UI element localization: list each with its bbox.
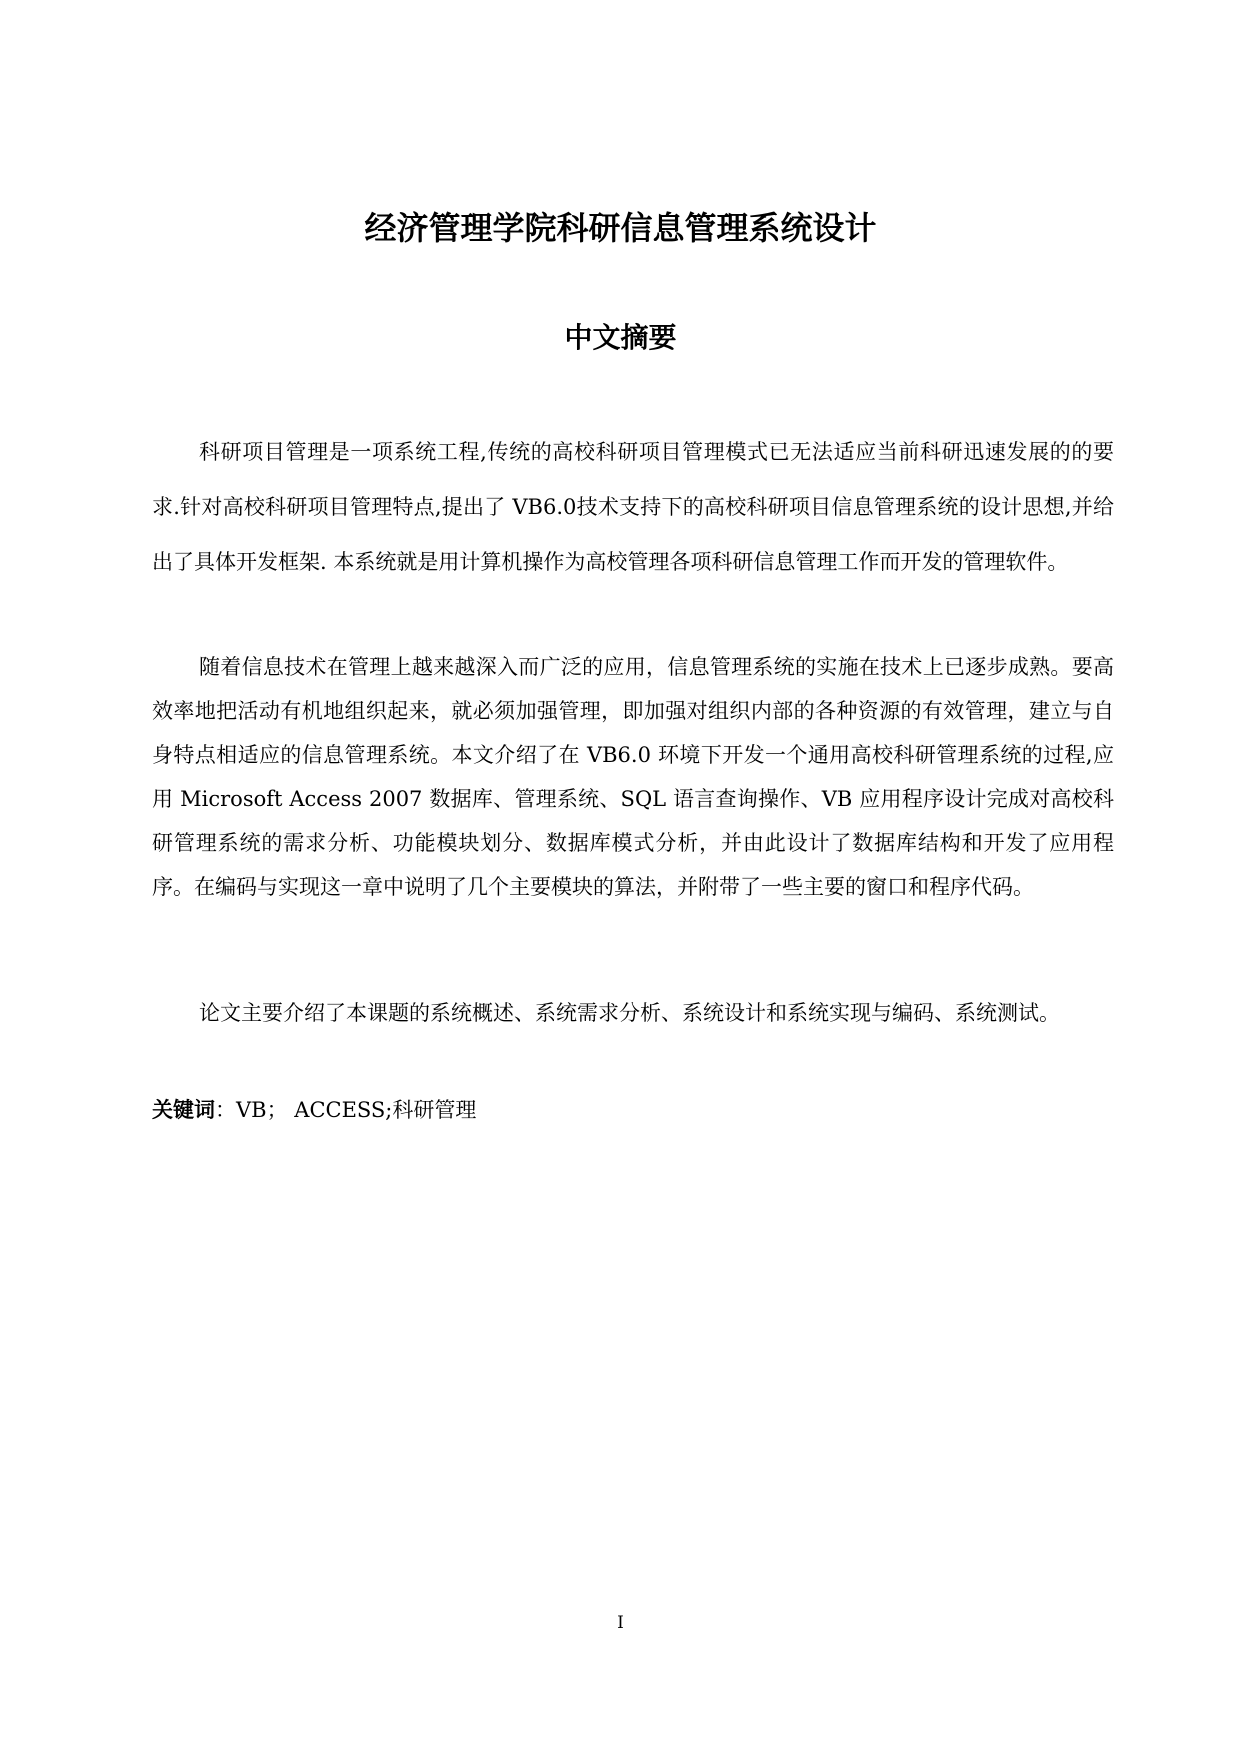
page-number: I: [617, 1613, 624, 1633]
keywords-line: [152, 1092, 476, 1128]
abstract-paragraph-2: 随着信息技术在管理上越来越深入而广泛的应用，信息管理系统的实施在技术上已逐步成熟。要高效率地把活动有机地组织起来，就必须加强管理，即加强对组织内部的各种资源的有效管理，建立与自身特点相适应的信息管理系统。本文介绍了在 VB6.0 环境下开发一个通用高校科研管理系统的过程,应用 Microsoft Access 2007 数据库、管理系统、SQL 语言查询操作、VB 应用程序设计完成对高校科研管理系统的需求分析、功能模块划分、数据库模式分析，并由此设计了数据库结构和开发了应用程序。在编码与实现这一章中说明了几个主要模块的算法，并附带了一些主要的窗口和程序代码。: [152, 655, 1114, 899]
keywords-value: VB； ACCESS;科研管理: [236, 1098, 477, 1122]
keywords-label: 关键词: [152, 1098, 215, 1122]
document-title: 经济管理学院科研信息管理系统设计: [364, 209, 877, 247]
abstract-paragraph-1: 科研项目管理是一项系统工程,传统的高校科研项目管理模式已无法适应当前科研迅速发展的的要求.针对高校科研项目管理特点,提出了 VB6.0技术支持下的高校科研项目信息管理系统的设计思想,并给出了具体开发框架. 本系统就是用计算机操作为高校管理各项科研信息管理工作而开发的管理软件。: [152, 440, 1114, 574]
abstract-heading: 中文摘要: [564, 321, 677, 354]
abstract-paragraph-3: 论文主要介绍了本课题的系统概述、系统需求分析、系统设计和系统实现与编码、系统测试。: [199, 1001, 1060, 1025]
keywords-separator: ：: [215, 1098, 236, 1122]
